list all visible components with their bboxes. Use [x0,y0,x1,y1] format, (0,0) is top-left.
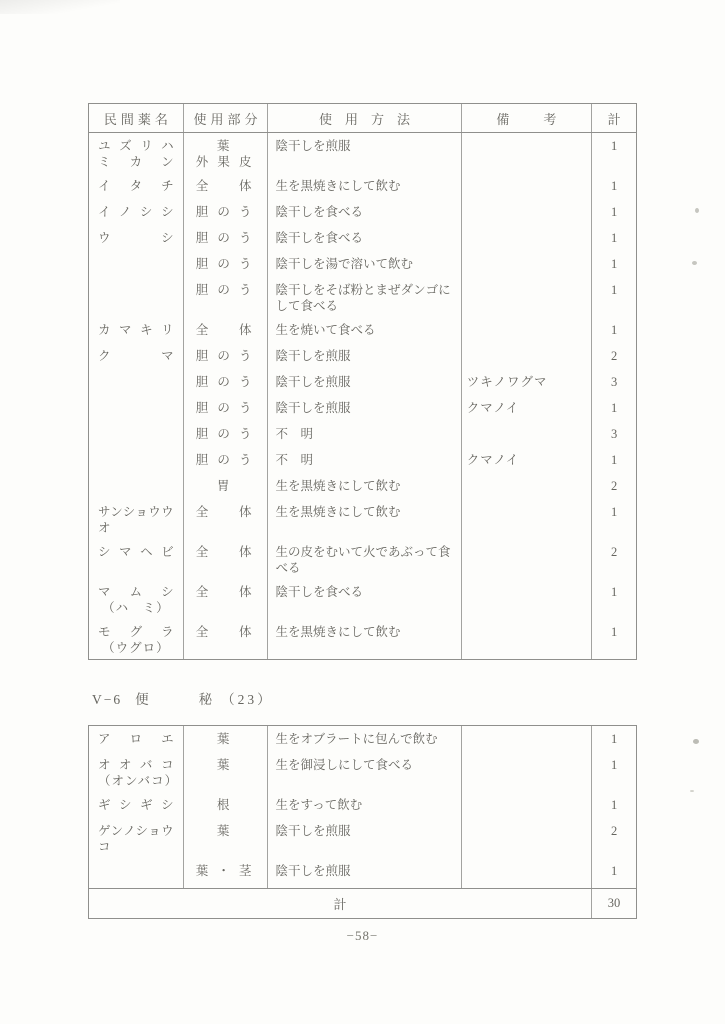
folk-name-cell [89,251,184,277]
table-row [89,858,636,888]
remarks-cell: ツキノワグマ [462,369,592,395]
table-header-row [89,104,636,133]
count-cell: 1 [610,758,618,772]
usage-method-cell: 生を黒焼きにして飲む [268,473,461,499]
section-count: （23） [221,692,274,707]
count-cell: 1 [610,864,618,878]
usage-method-cell: 生を御浸しにして食べる [268,752,461,792]
cell-text-line: 全体 [195,323,252,337]
part-used-cell [184,251,269,277]
part-used-cell [184,792,269,818]
part-used-cell [184,369,269,395]
cell-text-line: アロエ [98,732,174,746]
usage-method-cell: 生をオブラートに包んで飲む [268,726,461,752]
count-cell: 1 [610,732,618,746]
table-row [89,818,636,858]
column-header-folk-name: 民間薬名 [89,104,184,132]
cell-text-line: 根 [216,798,231,812]
cell-text-line: 胃 [216,479,231,493]
table-row [89,421,636,447]
usage-method-cell: 生を黒焼きにして飲む [268,619,461,659]
scan-speck [692,261,697,265]
cell-text-line: 外果皮 [195,155,252,169]
remarks-cell: クマノイ [462,447,592,473]
remarks-cell [462,818,592,858]
cell-text-line: 葉 [216,824,231,838]
folk-name-cell [89,225,184,251]
cell-text-line: 胆のう [195,257,252,271]
cell-text-line: マムシ [98,585,174,599]
count-cell: 1 [610,323,618,337]
count-cell: 1 [610,585,618,599]
cell-text-line: 葉 [216,732,231,746]
folk-name-cell [89,447,184,473]
part-used-cell [184,421,269,447]
cell-text-line: ウシ [98,231,174,245]
cell-text-line: 全体 [195,505,252,519]
cell-text-line: オオバコ [98,758,174,772]
part-used-cell [184,395,269,421]
remarks-cell [462,317,592,343]
cell-text-line: 胆のう [195,349,252,363]
column-header-usage-method: 使用方法 [268,104,461,132]
table-row [89,277,636,317]
usage-method-cell: 不 明 [268,421,461,447]
part-used-cell [184,858,269,888]
part-used-cell [184,173,269,199]
remarks-cell [462,199,592,225]
table-row [89,317,636,343]
cell-text-line: ゲンノショウコ [98,824,174,854]
remarks-cell [462,619,592,659]
table-row [89,369,636,395]
usage-method-cell: 陰干しを煎服 [268,133,461,173]
folk-remedies-table [88,103,637,660]
count-cell: 2 [610,479,618,493]
table-row [89,225,636,251]
total-value: 30 [607,896,621,910]
cell-text-line: 胆のう [195,453,252,467]
part-used-cell [184,447,269,473]
remarks-cell [462,277,592,317]
cell-text-line: イノシシ [98,205,174,219]
usage-method-cell: 生をすって飲む [268,792,461,818]
part-used-cell [184,726,269,752]
count-cell: 1 [610,139,618,153]
cell-text-line: （オンバコ） [98,774,179,788]
count-cell: 1 [610,283,618,297]
part-used-cell [184,473,269,499]
scan-speck [693,739,699,744]
folk-name-cell [89,473,184,499]
remarks-cell: クマノイ [462,395,592,421]
remarks-cell [462,539,592,579]
count-cell: 1 [610,205,618,219]
table-row [89,395,636,421]
part-used-cell [184,277,269,317]
remarks-cell [462,858,592,888]
usage-method-cell: 陰干しを食べる [268,199,461,225]
cell-text-line: ミカン [98,155,174,169]
cell-text-line: ギシギシ [98,798,174,812]
cell-text-line: （ハ ミ） [102,601,170,615]
scan-speck [690,790,694,792]
constipation-table [88,725,637,919]
table-body [89,726,636,888]
table-row [89,343,636,369]
scan-shadow [0,0,120,14]
cell-text-line: 葉 [216,758,231,772]
usage-method-cell: 陰干しを煎服 [268,858,461,888]
usage-method-cell: 生を焼いて食べる [268,317,461,343]
count-cell: 1 [610,231,618,245]
part-used-cell [184,539,269,579]
part-used-cell [184,343,269,369]
count-cell: 1 [610,505,618,519]
folk-name-cell [89,752,184,792]
count-cell: 2 [610,545,618,559]
remarks-cell [462,792,592,818]
cell-text-line: 全体 [195,625,252,639]
folk-name-cell [89,421,184,447]
cell-text-line: サンショウウオ [98,505,174,535]
remarks-cell [462,579,592,619]
remarks-cell [462,251,592,277]
cell-text-line: イタチ [98,179,174,193]
folk-name-cell [89,317,184,343]
usage-method-cell: 陰干しを煎服 [268,818,461,858]
table-row [89,539,636,579]
cell-text-line: 葉 [216,139,231,153]
folk-name-cell [89,199,184,225]
column-header-part-used: 使用部分 [184,104,269,132]
count-cell: 1 [610,257,618,271]
cell-text-line: クマ [98,349,174,363]
cell-text-line: 胆のう [195,231,252,245]
remarks-cell [462,133,592,173]
folk-name-cell [89,277,184,317]
total-label: 計 [89,889,592,918]
folk-name-cell [89,539,184,579]
table-row [89,619,636,659]
usage-method-cell: 陰干しをそば粉とまぜダンゴにして食べる [268,277,461,317]
count-cell: 1 [610,798,618,812]
folk-name-cell [89,858,184,888]
count-cell: 1 [610,401,618,415]
section-heading [92,688,274,708]
cell-text-line: カマキリ [98,323,174,337]
scan-speck [695,208,699,213]
usage-method-cell: 陰干しを湯で溶いて飲む [268,251,461,277]
part-used-cell [184,133,269,173]
remarks-cell [462,499,592,539]
cell-text-line: 全体 [195,585,252,599]
table-row [89,499,636,539]
remarks-cell [462,752,592,792]
remarks-cell [462,473,592,499]
folk-name-cell [89,579,184,619]
folk-name-cell [89,499,184,539]
section-title-char-1: 便 [135,692,149,707]
usage-method-cell: 不 明 [268,447,461,473]
remarks-cell [462,343,592,369]
count-cell: 2 [610,824,618,838]
cell-text-line: 胆のう [195,283,252,297]
part-used-cell [184,579,269,619]
folk-name-cell [89,395,184,421]
cell-text-line: ユズリハ [98,139,174,153]
count-cell: 2 [610,349,618,363]
usage-method-cell: 陰干しを食べる [268,225,461,251]
page-number: −58− [346,928,379,943]
part-used-cell [184,199,269,225]
usage-method-cell: 生の皮をむいて火であぶって食べる [268,539,461,579]
cell-text-line: モグラ [98,625,174,639]
part-used-cell [184,499,269,539]
remarks-cell [462,225,592,251]
part-used-cell [184,752,269,792]
usage-method-cell: 陰干しを食べる [268,579,461,619]
usage-method-cell: 生を黒焼きにして飲む [268,499,461,539]
table-row [89,173,636,199]
count-cell: 3 [610,375,618,389]
usage-method-cell: 陰干しを煎服 [268,369,461,395]
remarks-cell [462,421,592,447]
usage-method-cell: 陰干しを煎服 [268,395,461,421]
cell-text-line: 胆のう [195,427,252,441]
count-cell: 3 [610,427,618,441]
table-row [89,792,636,818]
cell-text-line: 葉・茎 [195,864,252,878]
section-title-char-2: 秘 [198,692,213,707]
remarks-cell [462,173,592,199]
cell-text-line: （ウグロ） [102,641,170,655]
folk-name-cell [89,818,184,858]
cell-text-line: 全体 [195,545,252,559]
column-header-remarks: 備考 [462,104,593,132]
table-body [89,133,636,659]
folk-name-cell [89,792,184,818]
part-used-cell [184,225,269,251]
cell-text-line: 胆のう [195,205,252,219]
cell-text-line: シマヘビ [98,545,174,559]
part-used-cell [184,317,269,343]
folk-name-cell [89,619,184,659]
table-row [89,251,636,277]
folk-name-cell [89,133,184,173]
table-row [89,579,636,619]
section-code: V−6 [92,692,123,707]
table-row [89,473,636,499]
usage-method-cell: 生を黒焼きにして飲む [268,173,461,199]
count-cell: 1 [610,179,618,193]
table-row [89,447,636,473]
table-total-row [89,888,636,918]
folk-name-cell [89,726,184,752]
folk-name-cell [89,343,184,369]
column-header-total: 計 [607,111,621,127]
folk-name-cell [89,369,184,395]
usage-method-cell: 陰干しを煎服 [268,343,461,369]
table-row [89,752,636,792]
table-row [89,726,636,752]
count-cell: 1 [610,453,618,467]
count-cell: 1 [610,625,618,639]
cell-text-line: 全体 [195,179,252,193]
cell-text-line: 胆のう [195,401,252,415]
remarks-cell [462,726,592,752]
cell-text-line: 胆のう [195,375,252,389]
folk-name-cell [89,173,184,199]
table-row [89,133,636,173]
table-row [89,199,636,225]
part-used-cell [184,818,269,858]
part-used-cell [184,619,269,659]
